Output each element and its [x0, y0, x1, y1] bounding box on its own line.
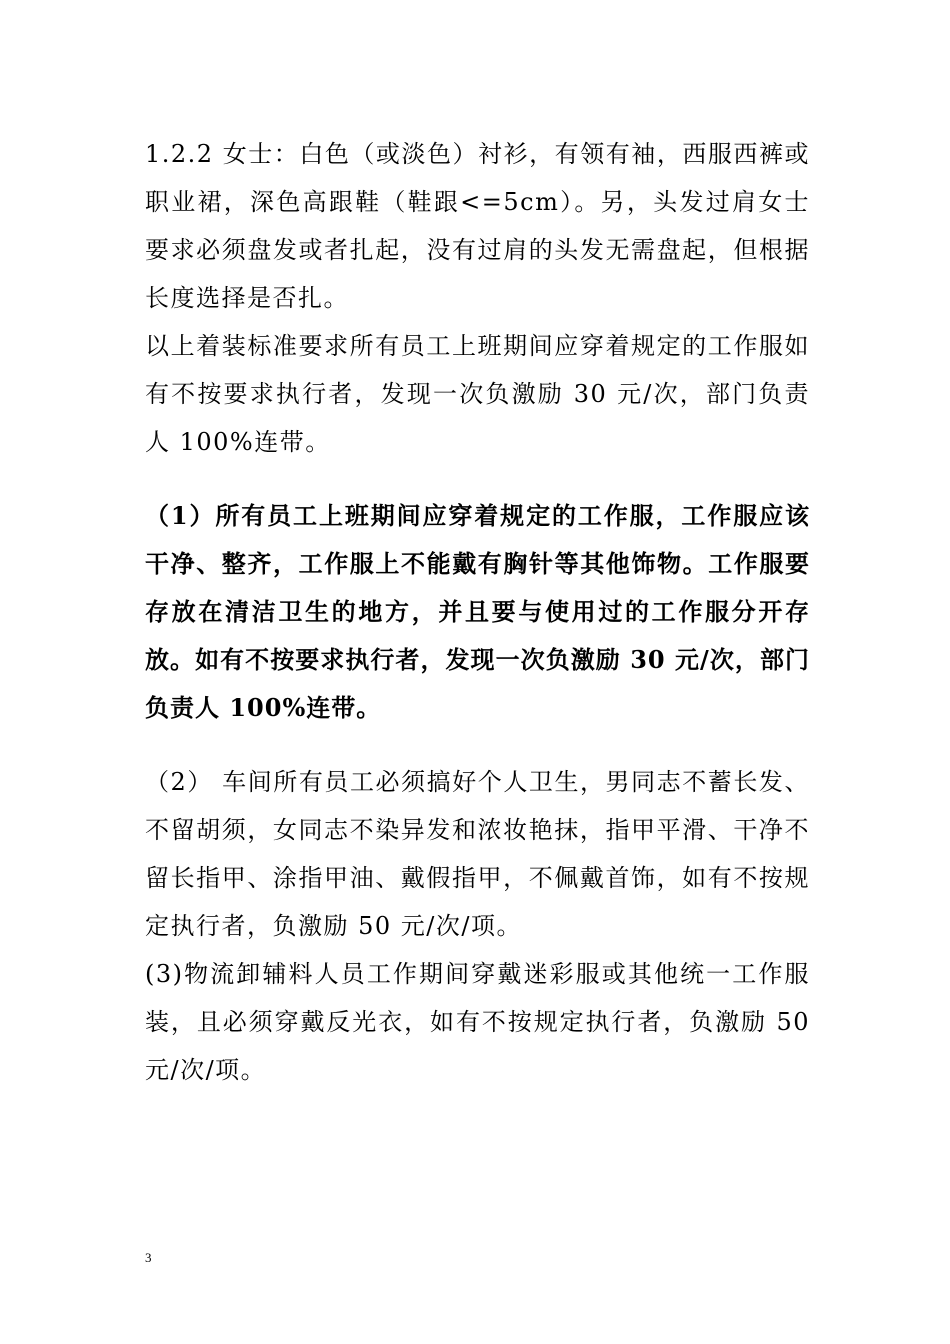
paragraph-logistics-uniform-rule: (3)物流卸辅料人员工作期间穿戴迷彩服或其他统一工作服装，且必须穿戴反光衣，如有不按规定执行者，负激励 50 元/次/项。 — [145, 960, 810, 1084]
paragraph-personal-hygiene-rule: （2） 车间所有员工必须搞好个人卫生，男同志不蓄长发、不留胡须，女同志不染异发和浓妆艳抹，指甲平滑、干净不留长指甲、涂指甲油、戴假指甲，不佩戴首饰，如有不按规定执行者，负激励 50 元/次/项。 — [145, 768, 810, 940]
document-body — [145, 130, 810, 1094]
paragraph-female-dress-code: 1.2.2 女士：白色（或淡色）衬衫，有领有袖，西服西裤或职业裙，深色高跟鞋（鞋跟<=5cm）。另，头发过肩女士要求必须盘发或者扎起，没有过肩的头发无需盘起，但根据长度选择是否扎。 — [145, 140, 810, 312]
page-number: 3 — [145, 1250, 152, 1265]
paragraph-work-uniform-rule: （1）所有员工上班期间应穿着规定的工作服，工作服应该干净、整齐，工作服上不能戴有胸针等其他饰物。工作服要存放在清洁卫生的地方，并且要与使用过的工作服分开存放。如有不按要求执行者，发现一次负激励 30 元/次，部门负责人 100%连带。 — [145, 501, 810, 722]
paragraph-dress-code-penalty: 以上着装标准要求所有员工上班期间应穿着规定的工作服如有不按要求执行者，发现一次负激励 30 元/次，部门负责人 100%连带。 — [145, 332, 810, 456]
